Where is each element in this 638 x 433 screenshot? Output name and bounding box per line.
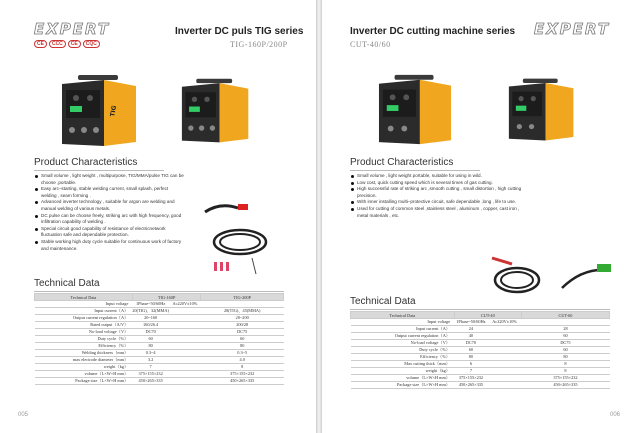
table-cell (169, 335, 201, 342)
table-cell: 80 (454, 353, 488, 360)
table-cell: 1Phase~50/60Hz (454, 319, 488, 326)
section-divider (350, 170, 480, 171)
table-cell: 80 (132, 342, 169, 349)
certification-marks (34, 40, 100, 48)
table-cell: Efficiency（%） (351, 353, 455, 360)
table-cell: Output current regulation（A） (351, 332, 455, 339)
table-row (35, 321, 284, 328)
table-cell: 375×155×232 (454, 374, 488, 381)
accessories-image (200, 200, 280, 276)
table-cell: 28 (521, 325, 609, 332)
table-header-cell: CUT-60 (521, 312, 609, 319)
cert-mark: CE (34, 40, 47, 48)
table-cell: Duty cycle（%） (351, 346, 455, 353)
table-cell: DC75 (201, 328, 284, 335)
table-cell: Output current regulation（A） (35, 314, 133, 321)
table-cell (488, 367, 522, 374)
cert-mark: CCC (49, 40, 66, 48)
table-cell: 375×155×232 (201, 370, 284, 377)
table-row (35, 349, 284, 356)
table-row (35, 328, 284, 335)
table-row (351, 319, 610, 326)
table-cell: Duty cycle（%） (35, 335, 133, 342)
series-title: Inverter DC puls TIG series (175, 26, 304, 37)
table-cell (169, 363, 201, 370)
table-cell: 450×265×335 (132, 377, 169, 384)
cutting-machine-image (507, 76, 577, 144)
table-cell (169, 328, 201, 335)
table-row (351, 353, 610, 360)
table-cell: 7 (132, 363, 169, 370)
table-cell: DC75 (521, 339, 609, 346)
table-row (35, 377, 284, 384)
cutting-machine-image (377, 72, 455, 148)
feature-item: Stable working high duty cycle suitable for continuous work of factory and maintenance. (34, 239, 184, 252)
table-cell: 20~200 (201, 314, 284, 321)
table-cell: volume（L×W×H mm） (35, 370, 133, 377)
table-cell: 20(TIG)、32(MMA) (132, 307, 169, 313)
section-divider (34, 170, 164, 171)
table-cell (169, 321, 201, 328)
table-cell: 200/28 (201, 321, 284, 328)
technical-data-table (34, 293, 284, 385)
cutting-torch-cables-image (472, 248, 622, 298)
table-cell: 40 (454, 332, 488, 339)
table-cell: 375×155×232 (521, 374, 609, 381)
series-title: Inverter DC cutting machine series (350, 26, 516, 37)
table-header-cell: Technical Data (35, 294, 133, 301)
table-cell: 375×155×232 (132, 370, 169, 377)
feature-list (350, 173, 525, 219)
table-cell: 24 (454, 325, 488, 332)
table-row (351, 381, 610, 388)
brand-logo: EXPERT (34, 20, 111, 38)
table-cell: 6 (454, 360, 488, 367)
table-cell (169, 342, 201, 349)
section-title-characteristics: Product Characteristics (350, 157, 454, 168)
table-cell: 450×265×335 (454, 381, 488, 388)
table-cell: 1Phase~50/60Hz (132, 301, 169, 308)
table-row (35, 335, 284, 342)
table-row (351, 339, 610, 346)
table-row (351, 346, 610, 353)
table-cell: Input current（A） (35, 307, 133, 314)
table-row (35, 301, 284, 308)
table-row (35, 342, 284, 349)
table-cell: Efficiency（%） (35, 342, 133, 349)
table-cell: Welding thickness（mm） (35, 349, 133, 356)
table-cell: 60 (454, 346, 488, 353)
table-cell: Ac220V±10% (169, 301, 201, 308)
table-cell (169, 377, 201, 384)
feature-item: Used for cutting of common steel ,stainless steel , aluminum , copper, cast iron , metal materials , etc. (350, 206, 525, 219)
table-row (351, 367, 610, 374)
table-cell (169, 370, 201, 377)
table-cell (488, 353, 522, 360)
table-cell (169, 307, 201, 314)
table-cell: Input voltage (351, 319, 455, 326)
table-cell: 60 (201, 335, 284, 342)
table-cell (488, 360, 522, 367)
section-divider (34, 291, 284, 292)
table-cell: 4.0 (201, 356, 284, 363)
table-header-cell: Technical Data (351, 312, 455, 319)
table-row (35, 370, 284, 377)
table-cell: No-load voltage（V） (35, 328, 133, 335)
tig-welder-image (180, 76, 252, 146)
series-subtitle: CUT-40/60 (350, 40, 391, 49)
table-cell (169, 349, 201, 356)
table-cell: volume（L×W×H mm） (351, 374, 455, 381)
table-header-row (35, 294, 284, 301)
table-cell: 3.2 (132, 356, 169, 363)
table-cell (169, 356, 201, 363)
table-cell (169, 314, 201, 321)
feature-item: Low cost, quick cutting speed which is several times of gas cutting. (350, 180, 525, 187)
table-cell: 450×265×335 (201, 377, 284, 384)
page-number: 005 (18, 412, 29, 418)
table-cell: 8 (521, 360, 609, 367)
table-cell: 60 (521, 332, 609, 339)
feature-item: High successful rate of striking arc ,smooth cutting , small distortion , high cutting precision. (350, 186, 525, 199)
cert-mark: CE (68, 40, 81, 48)
svg-text:TIG: TIG (109, 104, 119, 118)
table-row (351, 332, 610, 339)
table-cell (488, 339, 522, 346)
table-cell: 60 (521, 346, 609, 353)
table-cell: 160/26.4 (132, 321, 169, 328)
table-cell: Package size（L×W×H mm） (35, 377, 133, 384)
cert-mark: CQC (83, 40, 100, 48)
table-cell: 80 (201, 342, 284, 349)
table-row (35, 307, 284, 314)
table-cell: DC70 (132, 328, 169, 335)
table-row (351, 360, 610, 367)
feature-item: Advanced inverter technology , suitable for argon are welding and manual welding of various metals. (34, 199, 184, 212)
table-header-cell: TIG-200P (201, 294, 284, 301)
section-divider (350, 309, 610, 310)
technical-data-table (350, 311, 610, 389)
tig-welder-image (60, 72, 140, 150)
feature-item: Small volume , light weight portable, suitable for using in wild. (350, 173, 525, 180)
table-cell: Max cutting thick（mm） (351, 360, 455, 367)
table-cell: 80 (521, 353, 609, 360)
page-number: 006 (609, 412, 620, 418)
table-cell: No-load voltage（V） (351, 339, 455, 346)
table-cell: 60 (132, 335, 169, 342)
left-page (0, 0, 316, 433)
table-cell: Rated output（A/V） (35, 321, 133, 328)
table-cell: 20~160 (132, 314, 169, 321)
table-row (351, 374, 610, 381)
table-cell (488, 381, 522, 388)
table-cell (488, 374, 522, 381)
table-cell: Input voltage (35, 301, 133, 308)
feature-item: Small volume , light weight , multipurpose, TIG/MMA/pulse TIG can be choose ,portable. (34, 173, 184, 186)
brand-logo: EXPERT (534, 20, 611, 38)
table-cell: Ac220V±10% (488, 319, 522, 326)
table-cell: 28(TIG)、45(MMA) (201, 307, 284, 314)
table-cell: 7 (454, 367, 488, 374)
section-title-characteristics: Product Characteristics (34, 157, 138, 168)
table-cell (201, 301, 284, 308)
table-cell: 450×265×335 (521, 381, 609, 388)
table-row (35, 314, 284, 321)
feature-item: Special circuit good capability of resistance of electricnetwork fluctuation safe and dependable protection. (34, 226, 184, 239)
table-cell: Input current（A） (351, 325, 455, 332)
table-cell: weight（kg） (351, 367, 455, 374)
section-title-technical: Technical Data (34, 278, 100, 289)
feature-item: Easy arc–starting, stable welding current, small splash, perfect welding , seam forming . (34, 186, 184, 199)
feature-item: With inner installing multi–protective circuit, safe dependable ,long , life to use. (350, 199, 525, 206)
table-cell: DC70 (454, 339, 488, 346)
table-cell: 8 (521, 367, 609, 374)
table-row (35, 363, 284, 370)
feature-list (34, 173, 184, 252)
table-cell: Package size（L×W×H mm） (351, 381, 455, 388)
table-cell: 0.3~4 (132, 349, 169, 356)
table-cell: max electrode diameter（mm） (35, 356, 133, 363)
feature-item: DC pulse can be choose freely, striking arc with high frequency, good infiltration capability of welding . (34, 213, 184, 226)
right-page (322, 0, 638, 433)
table-cell: weight（kg） (35, 363, 133, 370)
table-cell (488, 346, 522, 353)
table-header-cell: CUT-40 (454, 312, 521, 319)
table-row (35, 356, 284, 363)
table-cell (488, 332, 522, 339)
table-cell: 0.3~5 (201, 349, 284, 356)
table-header-cell: TIG-160P (132, 294, 201, 301)
table-header-row (351, 312, 610, 319)
table-row (351, 325, 610, 332)
series-subtitle: TIG-160P/200P (230, 40, 288, 49)
table-cell: 8 (201, 363, 284, 370)
table-cell (488, 325, 522, 332)
section-title-technical: Technical Data (350, 296, 416, 307)
table-cell (521, 319, 609, 326)
